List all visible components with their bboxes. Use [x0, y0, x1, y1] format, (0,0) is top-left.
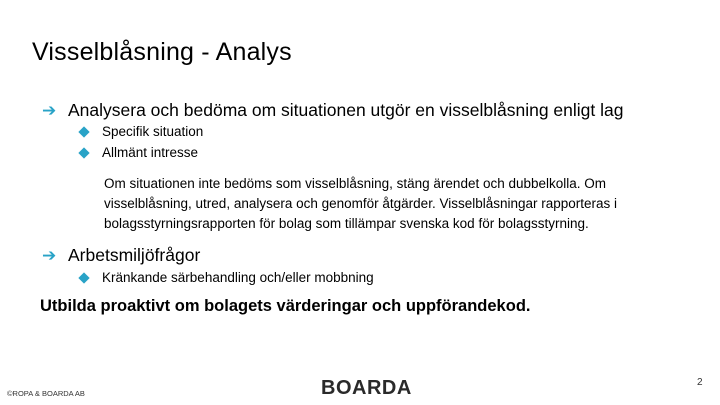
bullet-text: Analysera och bedöma om situationen utgör en visselblåsning enligt lag: [68, 100, 624, 120]
bullet-text: Specifik situation: [102, 124, 204, 139]
footer-copyright: ©ROPA & BOARDA AB: [7, 389, 85, 398]
arrow-right-icon: ➔: [42, 245, 57, 265]
boarda-logo: BOARDA: [321, 377, 412, 399]
bullet-level2-krankande: [80, 270, 374, 285]
bullet-level1-analysera: [42, 100, 623, 121]
paragraph-line: bolagsstyrningsrapporten för bolag som tillämpar svenska kod för bolagsstyrning.: [104, 216, 589, 231]
bold-statement: Utbilda proaktivt om bolagets värderingar och uppförandekod.: [40, 297, 531, 315]
diamond-icon: [78, 272, 89, 283]
slide-title: Visselblåsning - Analys: [32, 38, 292, 66]
bullet-level2-specifik: [80, 124, 203, 139]
bullet-level2-allmant: [80, 145, 198, 160]
page-number: 2: [697, 377, 703, 388]
bullet-level1-arbetsmiljo: [42, 245, 200, 266]
bullet-text: Arbetsmiljöfrågor: [68, 245, 201, 265]
paragraph-line: Om situationen inte bedöms som visselblåsning, stäng ärendet och dubbelkolla. Om: [104, 176, 607, 191]
explanation-paragraph: [104, 174, 664, 234]
diamond-icon: [78, 147, 89, 158]
paragraph-line: visselblåsning, utred, analysera och genomför åtgärder. Visselblåsningar rapporteras i: [104, 196, 618, 211]
diamond-icon: [78, 126, 89, 137]
bullet-text: Kränkande särbehandling och/eller mobbning: [102, 270, 374, 285]
bullet-text: Allmänt intresse: [102, 145, 199, 160]
arrow-right-icon: ➔: [42, 100, 57, 120]
